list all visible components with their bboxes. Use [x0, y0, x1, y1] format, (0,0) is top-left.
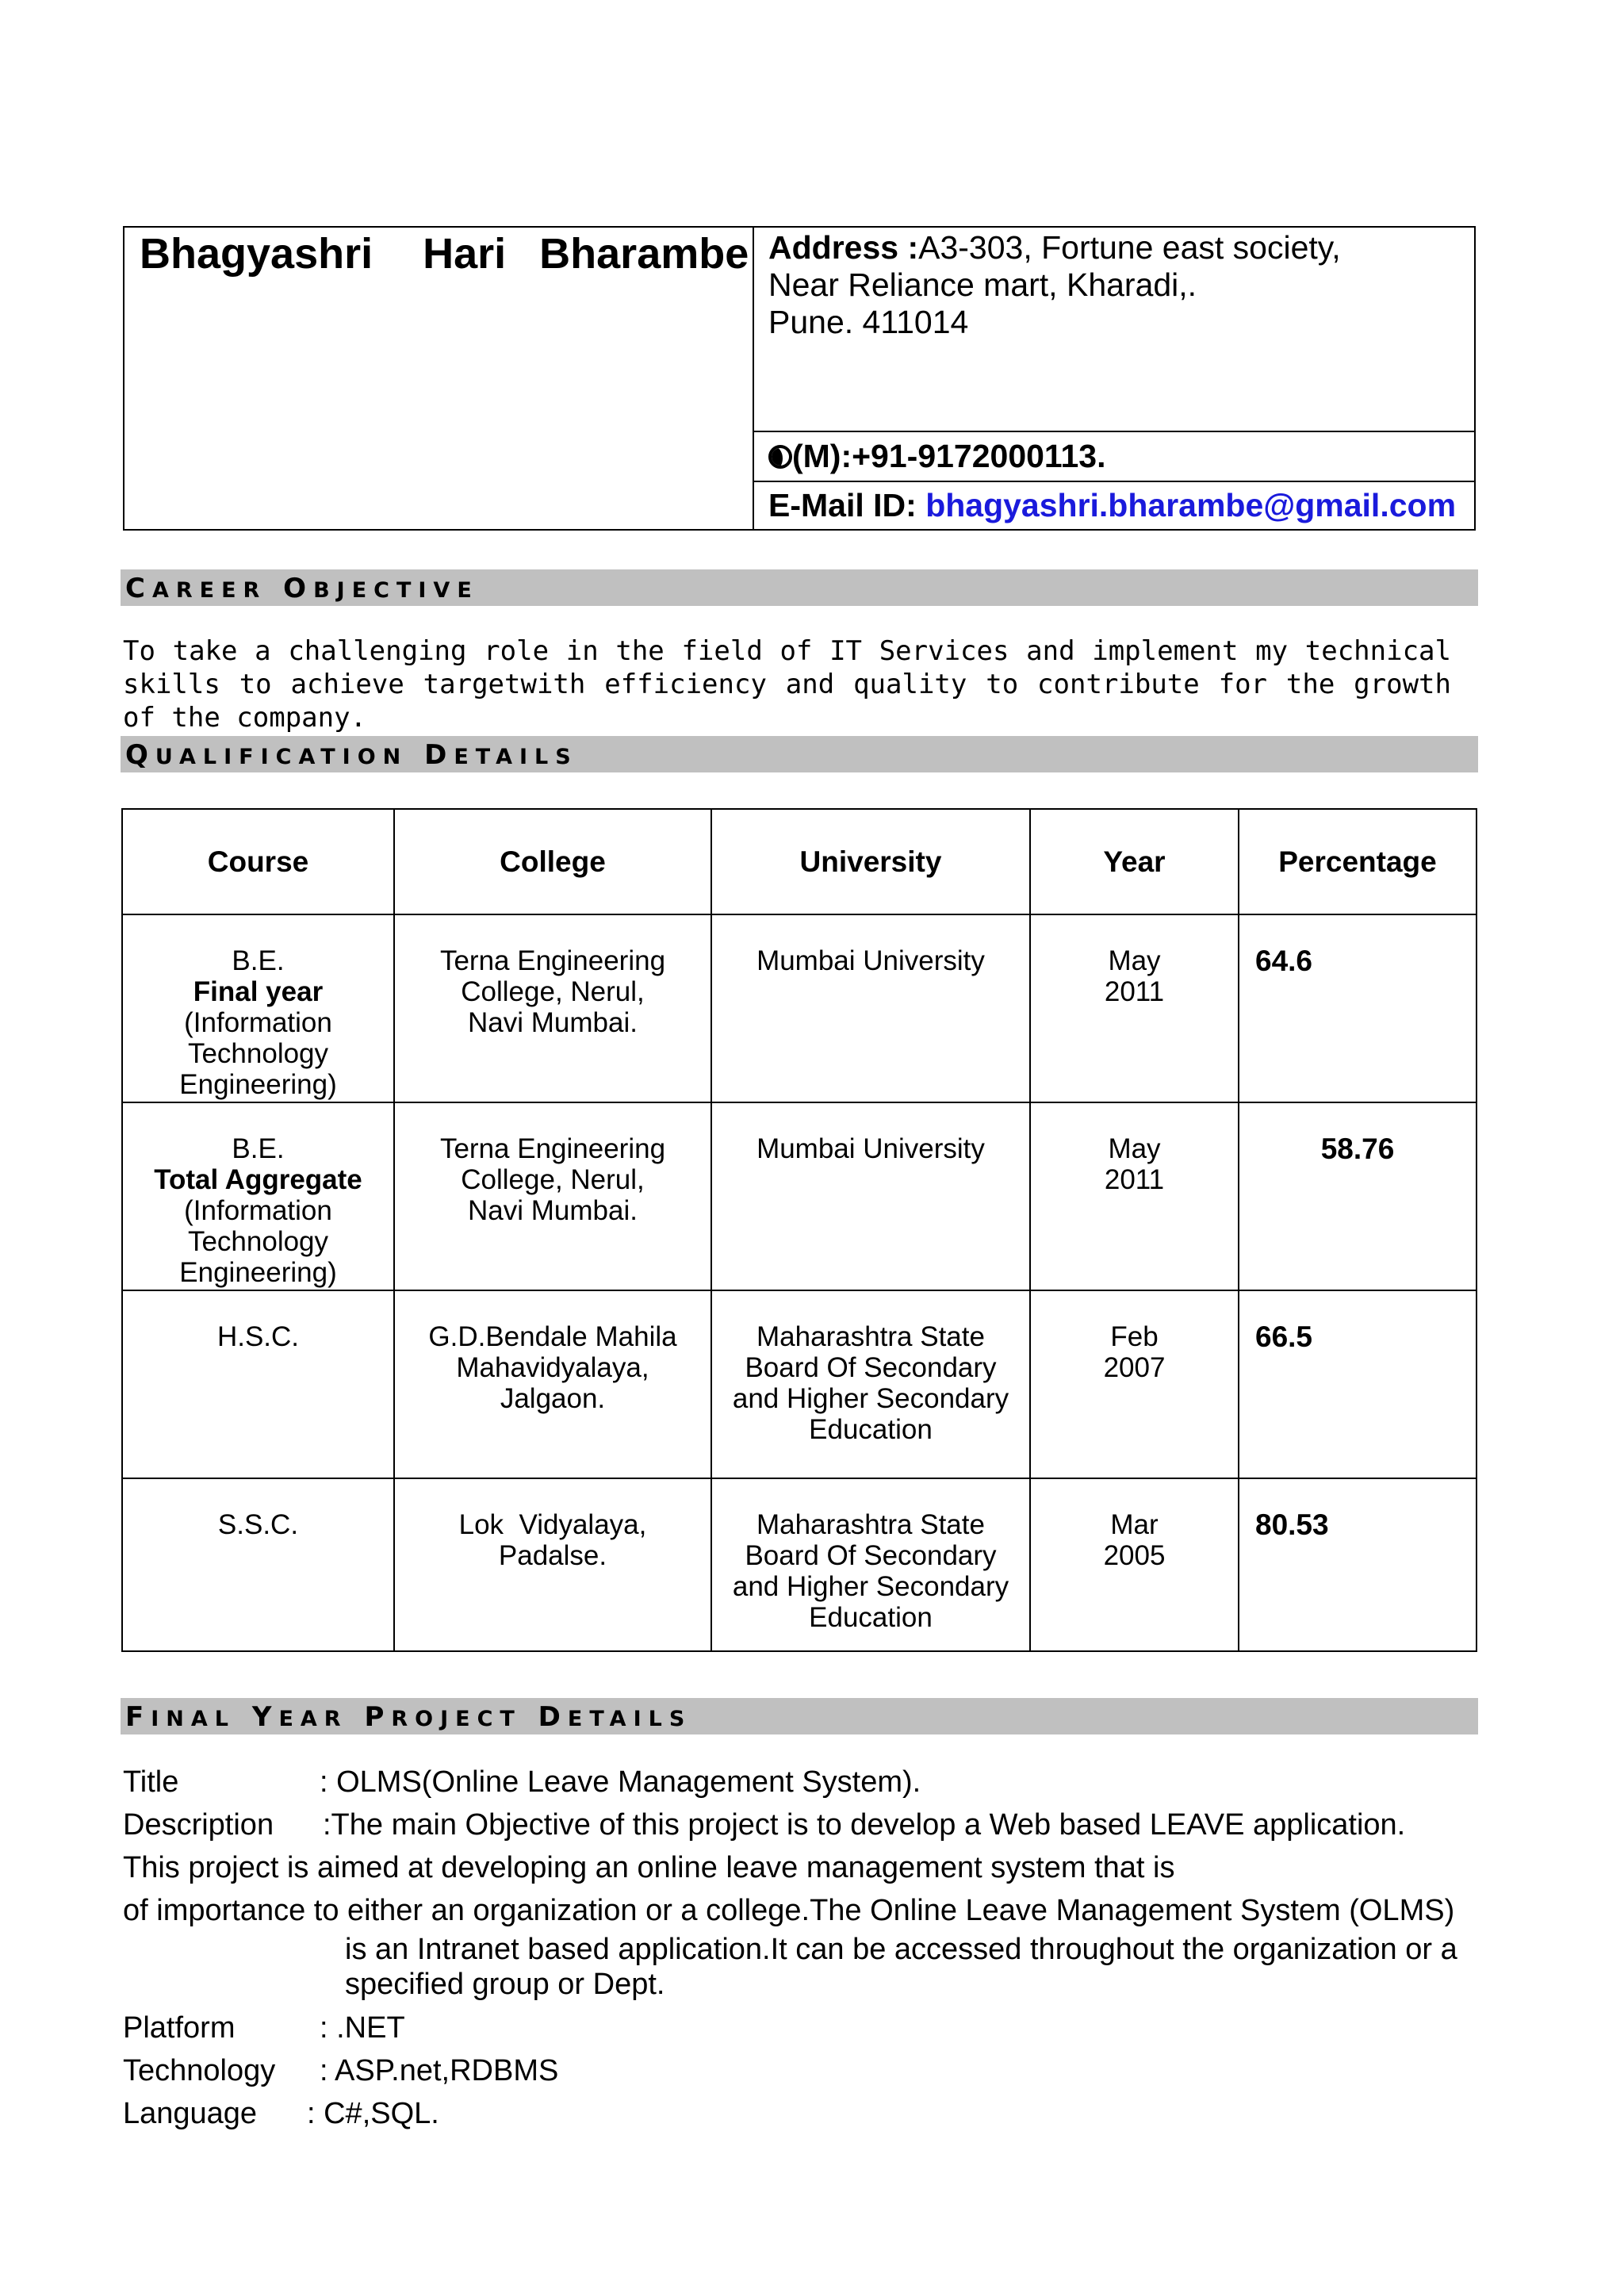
university-line: Mumbai University — [756, 1133, 985, 1164]
course-line: S.S.C. — [217, 1509, 299, 1540]
address-line-2: Near Reliance mart, Kharadi,. — [768, 266, 1197, 303]
university-line: Board Of Secondary — [745, 1540, 997, 1571]
course-line: Technology — [187, 1226, 329, 1257]
name-cell — [124, 228, 754, 529]
college-line: Lok Vidyalaya, — [458, 1509, 647, 1540]
description-line: of importance to either an organization or a college.The Online Leave Management System (OLMS) — [123, 1894, 1455, 1927]
college-cell — [394, 1478, 711, 1651]
college-line: College, Nerul, — [461, 1164, 645, 1195]
platform-row — [123, 2007, 1487, 2049]
year-cell — [1030, 1290, 1239, 1478]
university-cell — [711, 1478, 1030, 1651]
course-line: Engineering) — [179, 1257, 337, 1288]
university-line: and Higher Secondary — [732, 1571, 1009, 1602]
university-line: Education — [809, 1602, 933, 1633]
university-line: and Higher Secondary — [732, 1383, 1009, 1414]
course-line: (Information — [184, 1007, 332, 1038]
university-line: Maharashtra State — [756, 1509, 985, 1540]
college-cell — [394, 1290, 711, 1478]
year-line: Feb — [1110, 1321, 1159, 1352]
percentage-cell: 64.6 — [1239, 914, 1477, 1102]
college-line: Jalgaon. — [500, 1383, 606, 1414]
university-line: Board Of Secondary — [745, 1352, 997, 1383]
description-value: :The main Objective of this project is to develop a Web based LEAVE application. — [323, 1808, 1406, 1842]
year-line: May — [1108, 1133, 1161, 1164]
college-line: Terna Engineering — [439, 945, 666, 976]
course-line: (Information — [184, 1195, 332, 1226]
table-header-row — [122, 809, 1477, 914]
course-line: H.S.C. — [216, 1321, 300, 1352]
section-career-objective — [121, 569, 1478, 606]
college-cell — [394, 1102, 711, 1290]
qualification-table — [121, 808, 1477, 1652]
university-cell — [711, 1290, 1030, 1478]
address-label: Address : — [768, 229, 919, 266]
description-line: This project is aimed at developing an online leave management system that is — [123, 1851, 1175, 1884]
contact-cell — [754, 228, 1474, 529]
email-label: E-Mail ID: — [768, 487, 926, 523]
address-line-3: Pune. 411014 — [768, 304, 969, 340]
table-row — [122, 1290, 1477, 1478]
email-link[interactable]: bhagyashri.bharambe@gmail.com — [925, 487, 1457, 523]
column-header: Percentage — [1239, 809, 1477, 914]
college-line: G.D.Bendale Mahila — [428, 1321, 677, 1352]
year-cell — [1030, 914, 1239, 1102]
percentage-cell: 66.5 — [1239, 1290, 1477, 1478]
description-line: specified group or Dept. — [345, 1968, 665, 2001]
year-line: 2007 — [1103, 1352, 1166, 1383]
platform-value: : .NET — [320, 2011, 405, 2045]
college-line: Padalse. — [498, 1540, 607, 1571]
technology-row — [123, 2049, 1487, 2092]
phone-row — [754, 432, 1474, 482]
course-line: Technology — [187, 1038, 329, 1069]
year-cell — [1030, 1478, 1239, 1651]
course-cell — [122, 1102, 394, 1290]
section-project — [121, 1698, 1478, 1734]
course-line: Engineering) — [179, 1069, 337, 1100]
college-line: College, Nerul, — [461, 976, 645, 1007]
college-line: Terna Engineering — [439, 1133, 666, 1164]
college-cell — [394, 914, 711, 1102]
year-line: 2005 — [1103, 1540, 1166, 1571]
university-cell — [711, 914, 1030, 1102]
table-row — [122, 1102, 1477, 1290]
description-label: Description — [123, 1808, 274, 1842]
course-line: Total Aggregate — [154, 1164, 362, 1195]
university-line: Maharashtra State — [756, 1321, 985, 1352]
title-label: Title — [123, 1765, 179, 1799]
title-value: : OLMS(Online Leave Management System). — [320, 1765, 921, 1799]
address-line-1: A3-303, Fortune east society, — [918, 229, 1341, 266]
description-line: is an Intranet based application.It can be accessed throughout the organization or a — [345, 1933, 1457, 1966]
column-header: Course — [122, 809, 394, 914]
platform-label: Platform — [123, 2011, 236, 2045]
college-line: Mahavidyalaya, — [456, 1352, 649, 1383]
project-description-row — [123, 1803, 1487, 1846]
project-details — [123, 1761, 1487, 2135]
university-cell — [711, 1102, 1030, 1290]
percentage-cell: 80.53 — [1239, 1478, 1477, 1651]
section-title: CAREER OBJECTIVE — [125, 573, 479, 604]
course-cell — [122, 914, 394, 1102]
technology-label: Technology — [123, 2054, 276, 2087]
language-value: : C#,SQL. — [307, 2097, 439, 2130]
section-title: FINAL YEAR PROJECT DETAILS — [125, 1701, 692, 1733]
year-line: Mar — [1110, 1509, 1159, 1540]
phone-number: (M):+91-9172000113. — [792, 438, 1106, 474]
career-objective-text: To take a challenging role in the field of IT Services and implement my technical skills to achieve targetwith efficiency and quality to contribute for the growth of the company. — [123, 635, 1451, 734]
technology-value: : ASP.net,RDBMS — [320, 2054, 559, 2087]
year-line: 2011 — [1104, 1164, 1165, 1195]
college-line: Navi Mumbai. — [468, 1195, 638, 1226]
table-row — [122, 1478, 1477, 1651]
year-cell — [1030, 1102, 1239, 1290]
college-line: Navi Mumbai. — [468, 1007, 638, 1038]
course-cell — [122, 1478, 394, 1651]
column-header: Year — [1030, 809, 1239, 914]
project-title-row — [123, 1761, 1487, 1803]
university-line: Education — [809, 1414, 933, 1445]
language-row — [123, 2092, 1487, 2135]
column-header: College — [394, 809, 711, 914]
section-title: QUALIFICATION DETAILS — [125, 739, 578, 771]
email-row — [754, 482, 1474, 531]
section-qualification — [121, 736, 1478, 772]
course-line: Final year — [193, 976, 324, 1007]
university-line: Mumbai University — [756, 945, 985, 976]
column-header: University — [711, 809, 1030, 914]
language-label: Language — [123, 2097, 258, 2130]
resume-header — [123, 226, 1476, 531]
percentage-cell: 58.76 — [1239, 1102, 1477, 1290]
year-line: May — [1108, 945, 1161, 976]
address-block — [754, 228, 1474, 432]
phone-icon — [768, 445, 792, 469]
course-line: B.E. — [232, 945, 285, 976]
candidate-name: Bhagyashri Hari Bharambe — [140, 230, 749, 278]
course-line: B.E. — [232, 1133, 285, 1164]
course-cell — [122, 1290, 394, 1478]
year-line: 2011 — [1104, 976, 1165, 1007]
table-row — [122, 914, 1477, 1102]
